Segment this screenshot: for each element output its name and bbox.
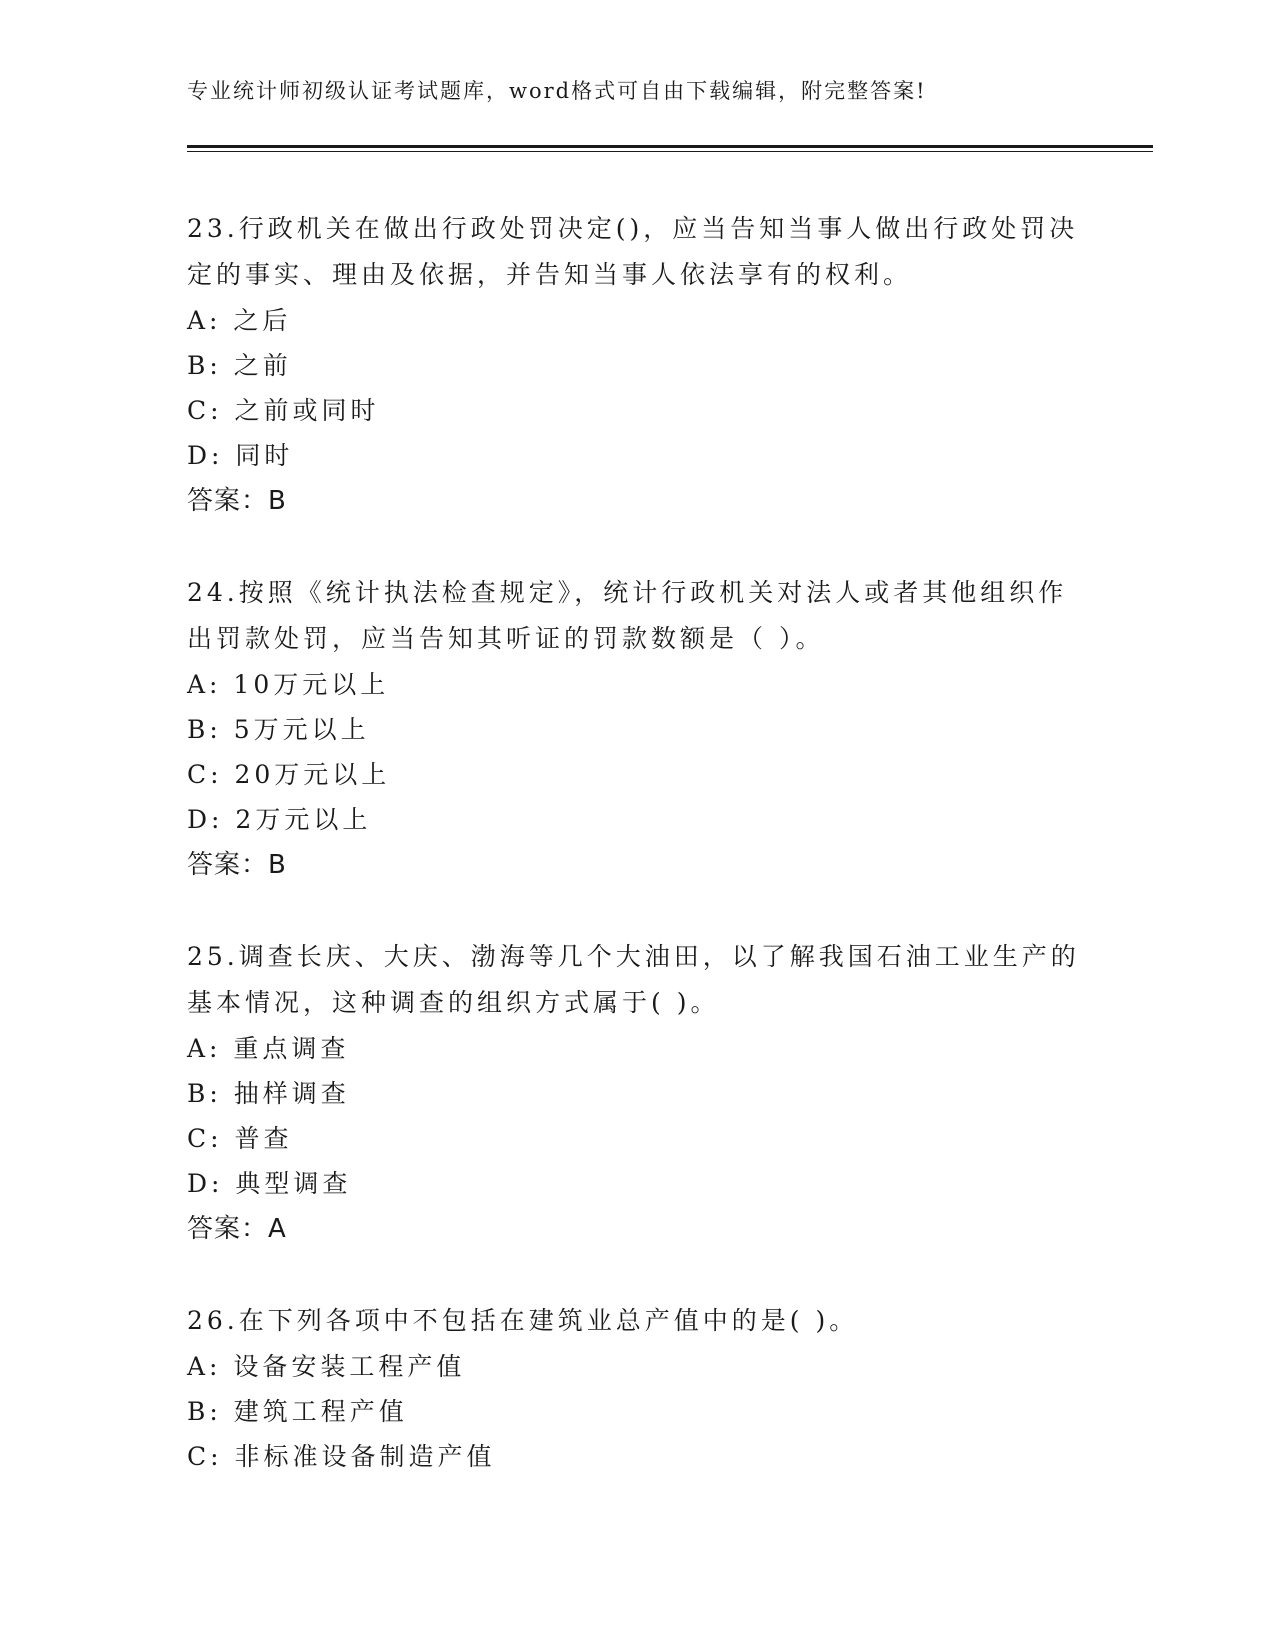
header-divider-thin [187,151,1153,152]
option-a: A: 10万元以上 [187,670,390,699]
header-divider [187,145,1153,148]
question-stem: 26.在下列各项中不包括在建筑业总产值中的是( )。 [187,1306,859,1335]
answer: 答案：A [187,1214,287,1244]
question-list [187,206,1087,1525]
answer: 答案：B [187,486,287,516]
question-stem: 24.按照《统计执法检查规定》，统计行政机关对法人或者其他组织作 出罚款处罚，应当告知其听证的罚款数额是（ ）。 [187,578,1068,653]
question-stem: 23.行政机关在做出行政处罚决定()，应当告知当事人做出行政处罚决 定的事实、理由及依据，并告知当事人依法享有的权利。 [187,214,1079,289]
option-d: D: 同时 [187,441,294,470]
option-d: D: 2万元以上 [187,805,372,834]
question-23 [187,206,1087,524]
question-25 [187,934,1087,1252]
option-d: D: 典型调查 [187,1169,352,1198]
option-a: A: 之后 [187,306,292,335]
option-a: A: 设备安装工程产值 [187,1352,466,1381]
option-b: B: 抽样调查 [187,1079,350,1108]
option-b: B: 之前 [187,351,292,380]
option-c: C: 20万元以上 [187,760,391,789]
question-24 [187,570,1087,888]
option-a: A: 重点调查 [187,1034,350,1063]
option-c: C: 非标准设备制造产值 [187,1442,496,1471]
option-c: C: 普查 [187,1124,293,1153]
option-c: C: 之前或同时 [187,396,380,425]
option-b: B: 建筑工程产值 [187,1397,408,1426]
header-title: 专业统计师初级认证考试题库，word格式可自由下载编辑，附完整答案! [187,79,927,103]
option-b: B: 5万元以上 [187,715,370,744]
question-stem: 25.调查长庆、大庆、渤海等几个大油田，以了解我国石油工业生产的 基本情况，这种调查的组织方式属于( )。 [187,942,1080,1017]
answer: 答案：B [187,850,287,880]
question-26 [187,1298,1087,1479]
